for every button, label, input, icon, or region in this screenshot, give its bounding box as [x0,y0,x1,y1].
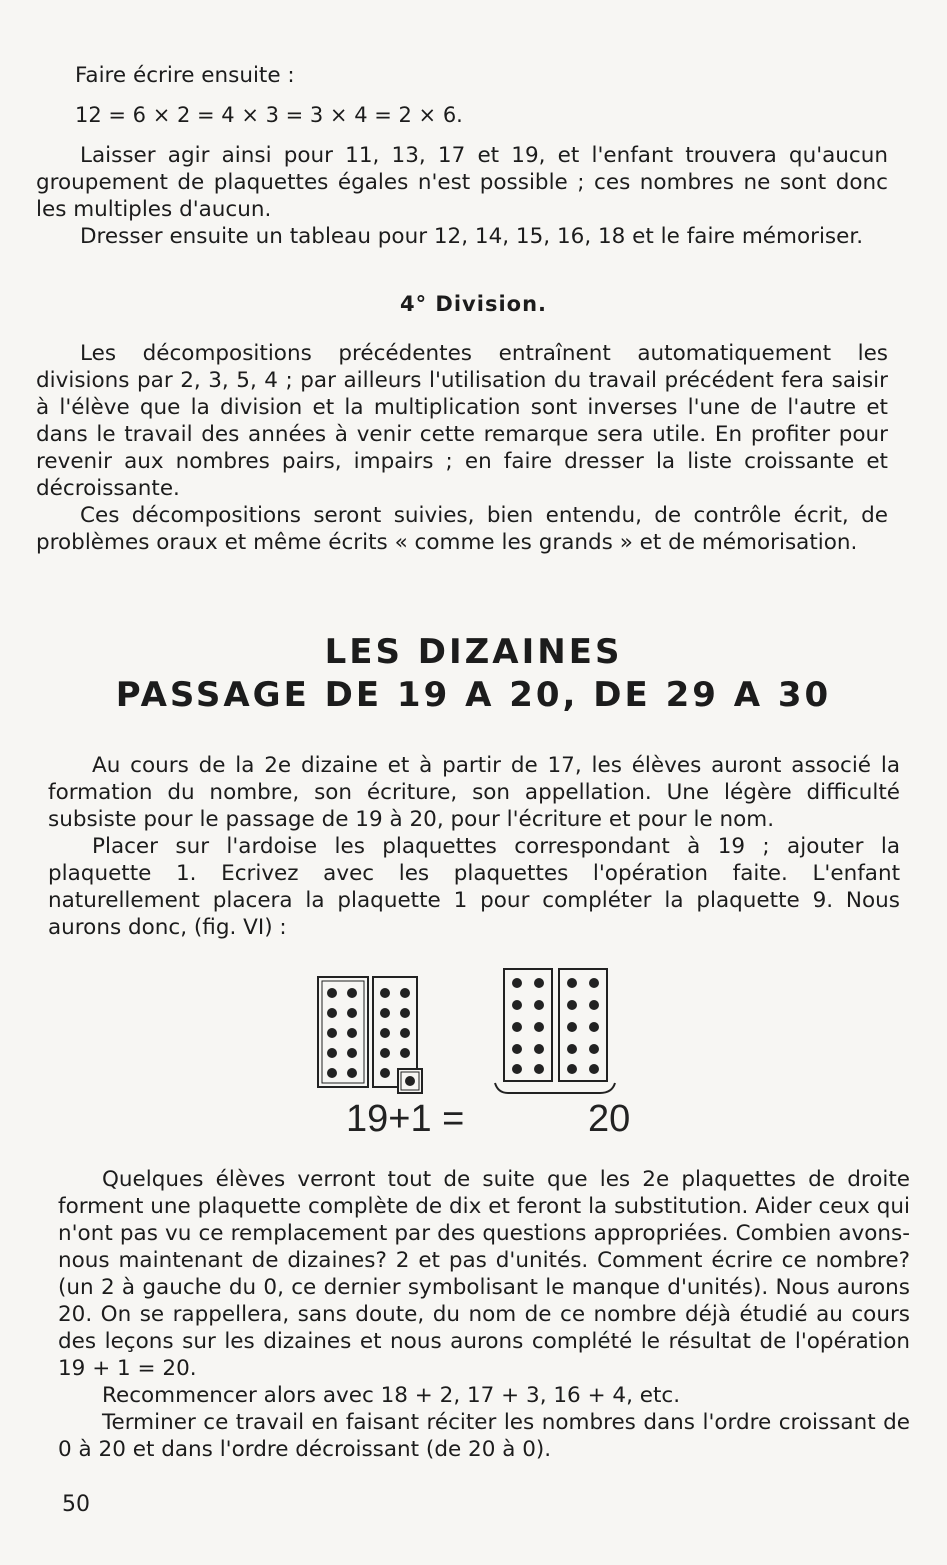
paragraph: Au cours de la 2e dizaine et à partir de 17, les élèves auront associé la formation du nombre, son écriture, son appellation. Une légère difficulté subsiste pour le passage de 19 à 20, pour l'écriture et pour le nom. [48,753,900,832]
formula-line: 12 = 6 × 2 = 4 × 3 = 3 × 4 = 2 × 6. [75,103,463,127]
figure-plaquettes [310,965,640,1145]
paragraph-group-2 [36,340,888,556]
section-title: 4° Division. [400,292,547,316]
paragraph: Les décompositions précédentes entraînent automatiquement les divisions par 2, 3, 5, 4 ; par ailleurs l'utilisation du travail précédent fera saisir à l'élève que la division et la multiplication sont inverses l'une de l'autre et dans le travail des années à venir cette remarque sera utile. En profiter pour revenir aux nombres pairs, impairs ; en faire dresser la liste croissante et décroissante. [36,341,888,501]
paragraph-group-3 [48,752,900,941]
brace [495,1083,615,1093]
paragraph: Ces décompositions seront suivies, bien entendu, de contrôle écrit, de problèmes oraux et même écrits « comme les grands » et de mémorisation. [36,503,888,555]
equation-left: 19+1 = [346,1098,465,1140]
paragraph: Placer sur l'ardoise les plaquettes correspondant à 19 ; ajouter la plaquette 1. Ecrivez avec les plaquettes l'opération faite. L'enfant naturellement placera la plaquette 1 pour compléter la plaquette 9. Nous aurons donc, (fig. VI) : [48,834,900,940]
plaquette-left-1 [318,977,368,1087]
paragraph: Quelques élèves verront tout de suite que les 2e plaquettes de droite forment une plaquette complète de dix et feront la substitution. Aider ceux qui n'ont pas vu ce remplacement par des questions appropriées. Combien avons-nous maintenant de dizaines? 2 et pas d'unités. Comment écrire ce nombre? (un 2 à gauche du 0, ce dernier symbolisant le manque d'unités). Nous aurons 20. On se rappellera, sans doute, du nom de ce nombre déjà étudié au cours des leçons sur les dizaines et nous aurons complété le résultat de l'opération 19 + 1 = 20. [58,1167,910,1381]
paragraph: Laisser agir ainsi pour 11, 13, 17 et 19, et l'enfant trouvera qu'aucun groupement de plaquettes égales n'est possible ; ces nombres ne sont donc les multiples d'aucun. [36,143,888,222]
paragraph: Recommencer alors avec 18 + 2, 17 + 3, 16 + 4, etc. [102,1383,681,1408]
plaquette-right-2 [559,969,607,1081]
paragraph: Dresser ensuite un tableau pour 12, 14, 15, 16, 18 et le faire mémoriser. [80,224,864,249]
chapter-title-line-1: LES DIZAINES [324,632,623,672]
paragraph-group-1 [36,142,888,250]
plaquette-one [398,1069,422,1093]
intro-line: Faire écrire ensuite : [75,63,295,88]
plaquette-right-1 [504,969,552,1081]
page-number: 50 [62,1492,90,1517]
paragraph-group-4 [58,1166,910,1463]
chapter-title-line-2: PASSAGE DE 19 A 20, DE 29 A 30 [115,675,832,715]
plaquettes-diagram [310,965,640,1145]
paragraph: Terminer ce travail en faisant réciter les nombres dans l'ordre croissant de 0 à 20 et dans l'ordre décroissant (de 20 à 0). [58,1410,910,1462]
equation-right: 20 [588,1098,631,1140]
